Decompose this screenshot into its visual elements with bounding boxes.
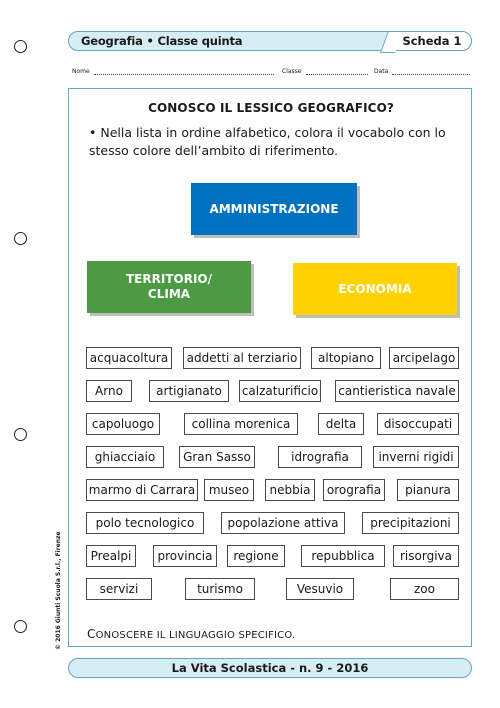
word-box[interactable]: Arno <box>86 380 132 402</box>
word-row-7 <box>86 545 459 567</box>
header-title: Geografia • Classe quinta <box>81 34 243 48</box>
word-box[interactable]: precipitazioni <box>362 512 459 534</box>
student-info-row <box>72 68 472 78</box>
footer-publication: La Vita Scolastica - n. 9 - 2016 <box>171 661 369 675</box>
word-row-4 <box>86 446 459 468</box>
header-bar <box>68 31 472 51</box>
learning-goal-initial: C <box>87 627 96 641</box>
learning-goal-rest: ONOSCERE IL LINGUAGGIO SPECIFICO. <box>95 630 296 641</box>
category-economy <box>293 263 457 315</box>
word-box[interactable]: idrografia <box>278 446 362 468</box>
word-box[interactable]: arcipelago <box>389 347 459 369</box>
worksheet-box <box>68 88 472 647</box>
word-box[interactable]: cantieristica navale <box>335 380 459 402</box>
word-row-3 <box>86 413 459 435</box>
class-label: Classe <box>282 68 302 75</box>
word-box[interactable]: pianura <box>397 479 459 501</box>
binder-hole-2 <box>14 232 27 245</box>
sheet-label: Scheda 1 <box>402 34 462 48</box>
word-box[interactable]: disoccupati <box>377 413 459 435</box>
sheet-tab <box>392 31 472 51</box>
word-box[interactable]: acquacoltura <box>86 347 172 369</box>
word-box[interactable]: nebbia <box>265 479 315 501</box>
word-row-2 <box>86 380 459 402</box>
word-box[interactable]: polo tecnologico <box>86 512 204 534</box>
category-territory-label <box>126 272 212 302</box>
category-economy-label: ECONOMIA <box>338 281 412 296</box>
category-territory-line1: TERRITORIO/ <box>125 272 212 286</box>
word-box[interactable]: addetti al terziario <box>183 347 301 369</box>
word-box[interactable]: Vesuvio <box>286 578 354 600</box>
word-box[interactable]: Gran Sasso <box>179 446 255 468</box>
learning-goal <box>87 627 295 641</box>
word-box[interactable]: artigianato <box>149 380 229 402</box>
word-box[interactable]: popolazione attiva <box>221 512 345 534</box>
word-row-8 <box>86 578 459 600</box>
word-box[interactable]: servizi <box>86 578 152 600</box>
word-box[interactable]: museo <box>204 479 254 501</box>
word-box[interactable]: Prealpi <box>86 545 136 567</box>
word-box[interactable]: marmo di Carrara <box>86 479 198 501</box>
word-box[interactable]: calzaturificio <box>239 380 321 402</box>
copyright-text: © 2016 Giunti Scuola S.r.l., Firenze <box>55 531 62 650</box>
binder-hole-3 <box>14 428 27 441</box>
category-territory-climate <box>87 261 251 313</box>
word-box[interactable]: repubblica <box>301 545 385 567</box>
word-box[interactable]: regione <box>227 545 285 567</box>
category-administration-label: AMMINISTRAZIONE <box>209 201 339 216</box>
instruction-text: • Nella lista in ordine alfabetico, colora il vocabolo con lo stesso colore dell’ambito di riferimento. <box>89 125 446 158</box>
word-box[interactable]: turismo <box>185 578 255 600</box>
word-row-6 <box>86 512 459 534</box>
word-box[interactable]: zoo <box>390 578 459 600</box>
date-field[interactable] <box>392 74 470 75</box>
name-field[interactable] <box>94 74 274 75</box>
binder-hole-4 <box>14 620 27 633</box>
word-box[interactable]: altopiano <box>311 347 381 369</box>
category-territory-line2: CLIMA <box>147 287 191 301</box>
name-label: Nome <box>72 68 90 75</box>
word-box[interactable]: ghiacciaio <box>86 446 164 468</box>
word-box[interactable]: provincia <box>153 545 217 567</box>
word-box[interactable]: inverni rigidi <box>373 446 459 468</box>
word-row-5 <box>86 479 459 501</box>
word-box[interactable]: capoluogo <box>86 413 160 435</box>
category-administration <box>191 183 357 235</box>
word-box[interactable]: orografia <box>323 479 385 501</box>
word-box[interactable]: delta <box>318 413 364 435</box>
worksheet-title: CONOSCO IL LESSICO GEOGRAFICO? <box>148 101 394 115</box>
word-box[interactable]: collina morenica <box>184 413 298 435</box>
footer-bar <box>68 658 472 678</box>
word-box[interactable]: risorgiva <box>393 545 459 567</box>
class-field[interactable] <box>306 74 368 75</box>
binder-hole-1 <box>14 40 27 53</box>
word-row-1 <box>86 347 459 369</box>
date-label: Data <box>374 68 389 75</box>
